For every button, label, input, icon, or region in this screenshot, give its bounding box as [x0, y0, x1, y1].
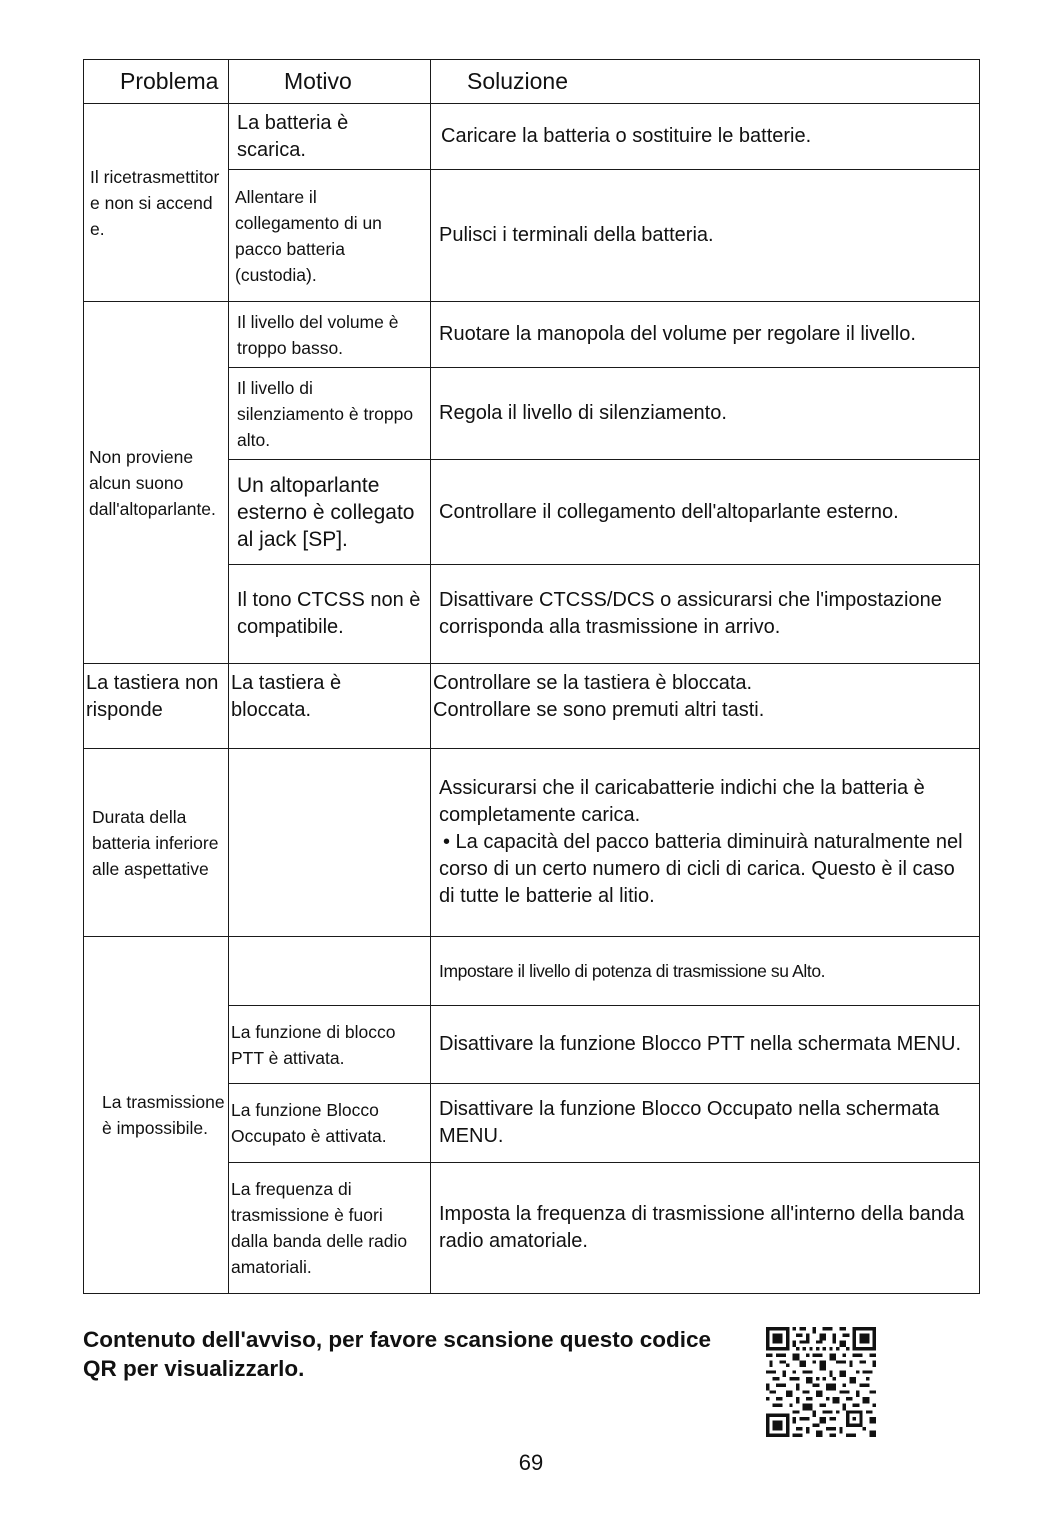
reason-cell: La funzione Blocco Occupato è attivata.: [229, 1084, 431, 1163]
reason-cell: La funzione di blocco PTT è attivata.: [229, 1006, 431, 1084]
solution-cell: [431, 749, 980, 937]
notice-text: Contenuto dell'avviso, per favore scansione questo codice QR per visualizzarlo.: [83, 1327, 712, 1381]
problem-cell: Il ricetrasmettitore non si accende.: [84, 104, 229, 302]
problem-text: La trasmissione è impossibile.: [102, 1092, 225, 1138]
header-motivo: Motivo: [229, 60, 431, 104]
solution-cell: [431, 664, 980, 749]
reason-cell: La tastiera è bloccata.: [229, 664, 431, 749]
solution-cell: Disattivare la funzione Blocco Occupato nella schermata MENU.: [431, 1084, 980, 1163]
solution-line: Controllare se la tastiera è bloccata.: [433, 672, 753, 694]
solution-cell: Disattivare CTCSS/DCS o assicurarsi che l'impostazione corrisponda alla trasmissione in arrivo.: [431, 565, 980, 664]
solution-cell: Disattivare la funzione Blocco PTT nella schermata MENU.: [431, 1006, 980, 1084]
table-row: [84, 664, 980, 749]
solution-cell: Caricare la batteria o sostituire le batterie.: [431, 104, 980, 170]
header-soluzione: Soluzione: [431, 60, 980, 104]
solution-bullet: • La capacità del pacco batteria diminuirà naturalmente nel corso di un certo numero di cicli di carica. Questo è il caso di tutte le batterie al litio.: [439, 831, 963, 907]
solution-cell: Controllare il collegamento dell'altoparlante esterno.: [431, 460, 980, 565]
table-header-row: [84, 60, 980, 104]
reason-cell: La batteria è scarica.: [229, 104, 431, 170]
solution-cell: Ruotare la manopola del volume per regolare il livello.: [431, 302, 980, 368]
reason-cell: Il tono CTCSS non è compatibile.: [229, 565, 431, 664]
reason-cell: La frequenza di trasmissione è fuori dalla banda delle radio amatoriali.: [229, 1163, 431, 1294]
reason-cell: Un altoparlante esterno è collegato al jack [SP].: [229, 460, 431, 565]
table-row: [84, 104, 980, 170]
solution-cell: Pulisci i terminali della batteria.: [431, 170, 980, 302]
problem-cell: La tastiera non risponde: [84, 664, 229, 749]
table-row: [84, 302, 980, 368]
reason-cell: [229, 937, 431, 1006]
problem-cell: Non proviene alcun suono dall'altoparlante.: [84, 302, 229, 664]
table-row: [84, 749, 980, 937]
solution-line: Controllare se sono premuti altri tasti.: [433, 699, 765, 721]
problem-cell: [84, 937, 229, 1294]
reason-cell: Il livello di silenziamento è troppo alto.: [229, 368, 431, 460]
qr-code-icon: [766, 1327, 876, 1437]
page-number: 69: [518, 1450, 544, 1475]
header-problema: Problema: [84, 60, 229, 104]
problem-cell: Durata della batteria inferiore alle aspettative: [84, 749, 229, 937]
solution-cell: Regola il livello di silenziamento.: [431, 368, 980, 460]
reason-cell: [229, 749, 431, 937]
solution-line: Assicurarsi che il caricabatterie indichi che la batteria è completamente carica.: [439, 777, 925, 826]
reason-cell: Il livello del volume è troppo basso.: [229, 302, 431, 368]
solution-cell: Impostare il livello di potenza di trasmissione su Alto.: [431, 937, 980, 1006]
solution-cell: Imposta la frequenza di trasmissione all'interno della banda radio amatoriale.: [431, 1163, 980, 1294]
table-row: [84, 937, 980, 1006]
troubleshooting-table: [83, 59, 980, 1294]
reason-cell: Allentare il collegamento di un pacco batteria (custodia).: [229, 170, 431, 302]
